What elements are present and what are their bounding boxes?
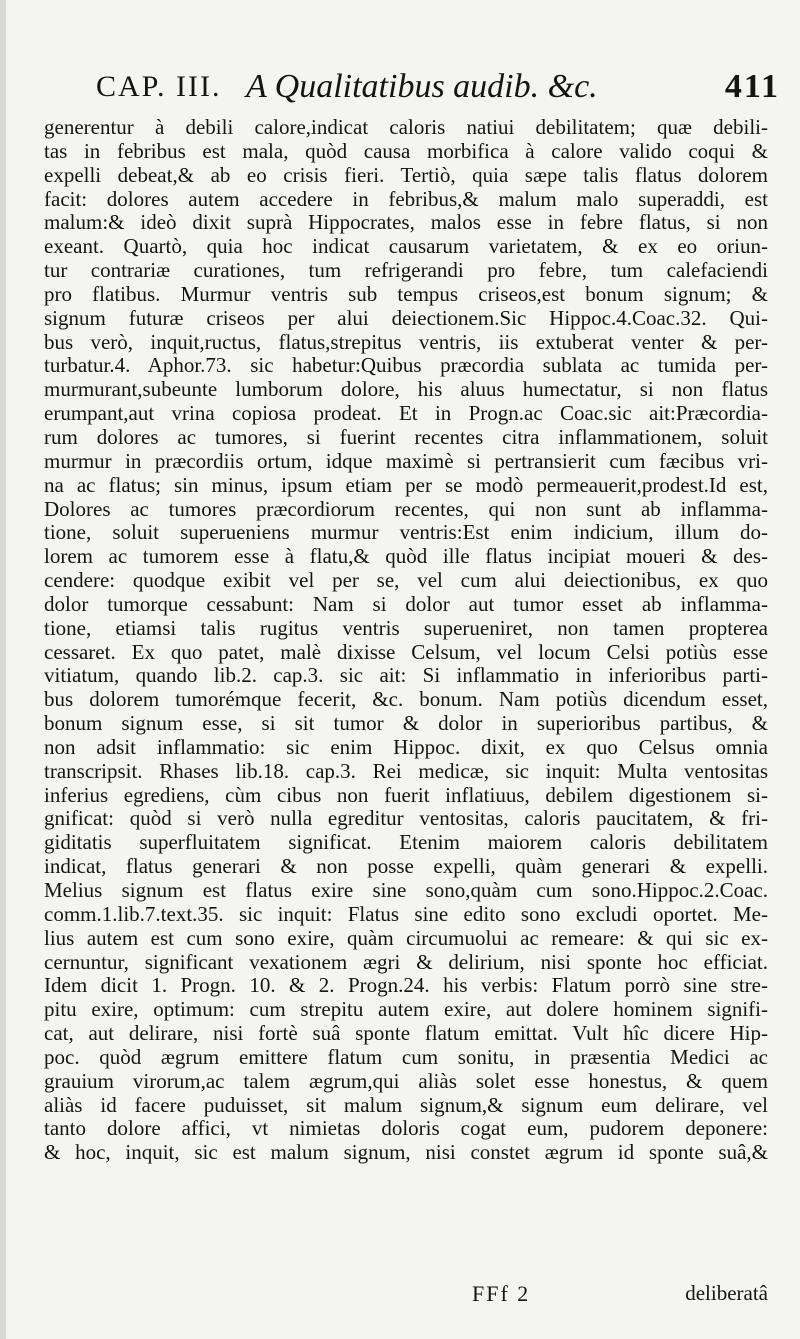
text-line: exeant. Quartò, quia hoc indicat causarum varietatem, & ex eo oriun- [44, 235, 768, 259]
text-line: Melius signum est flatus exire sine sono,quàm cum sono.Hippoc.2.Coac. [44, 879, 768, 902]
text-line: pro flatibus. Murmur ventris sub tempus criseos,est bonum signum; & [44, 282, 768, 306]
text-line: & hoc, inquit, sic est malum signum, nisi constet ægrum id sponte suâ,& [44, 1141, 768, 1165]
text-line: tur contrariæ curationes, tum refrigerandi pro febre, tum calefaciendi [44, 259, 768, 283]
text-line: tione, soluit superueniens murmur ventris:Est enim indicium, illum do- [44, 521, 768, 545]
text-line: bus dolorem tumorémque fecerit, &c. bonum. Nam potiùs dicendum esset, [44, 688, 768, 712]
text-line: lorem ac tumorem esse à flatu,& quòd ille flatus incipiat moueri & des- [44, 545, 768, 569]
text-line: generentur à debili calore,indicat caloris natiui debilitatem; quæ debili- [44, 116, 768, 139]
catchword: deliberatâ [685, 1281, 768, 1305]
text-line: bonum signum esse, si sit tumor & dolor in superioribus partibus, & [44, 712, 768, 736]
text-line: gnificat: quòd si verò nulla egreditur ventositas, caloris paucitatem, & fri- [44, 807, 768, 831]
text-line: Idem dicit 1. Progn. 10. & 2. Progn.24. his verbis: Flatum porrò sine stre- [44, 974, 768, 998]
text-line: giditatis superfluitatem significat. Etenim maiorem caloris debilitatem [44, 831, 768, 855]
text-line: expelli debeat,& ab eo crisis fieri. Tertiò, quia sæpe talis flatus dolorem [44, 163, 768, 187]
text-line: Dolores ac tumores præcordiorum recentes, qui non sunt ab inflamma- [44, 497, 768, 521]
chapter-heading: CAP. III. [96, 70, 222, 103]
text-line: transcripsit. Rhases lib.18. cap.3. Rei medicæ, sic inquit: Multa ventositas [44, 759, 768, 783]
text-line: pitu exire, optimum: cum strepitu autem exire, aut dolere hominem signifi- [44, 998, 768, 1022]
text-line: facit: dolores autem accedere in febribus,& malum malo superaddi, est [44, 187, 768, 211]
text-line: cendere: quodque exibit vel per se, vel cum alui deiectionibus, ex quo [44, 569, 768, 593]
text-line: comm.1.lib.7.text.35. sic inquit: Flatus sine edito sono excludi oportet. Me- [44, 902, 768, 926]
text-line: tanto dolore affici, vt nimietas doloris cogat eum, pudorem deponere: [44, 1117, 768, 1141]
body-text [44, 116, 768, 1213]
text-line: murmur in præcordiis ortum, idque maximè si pertransierit cum fæcibus vri- [44, 449, 768, 473]
text-line: rum dolores ac tumores, si fuerint recentes citra inflammationem, soluit [44, 425, 768, 449]
text-line: dolor tumorque cessabunt: Nam si dolor aut tumor esset ab inflamma- [44, 592, 768, 616]
text-line [44, 1165, 768, 1189]
text-line: cessaret. Ex quo patet, malè dixisse Celsum, vel locum Celsi potiùs esse [44, 640, 768, 664]
text-line: na ac flatus; sin minus, ipsum etiam per se modò permeauerit,prodest.Id est, [44, 473, 768, 497]
text-line: tione, etiamsi talis rugitus ventris superueniret, non tamen propterea [44, 616, 768, 640]
text-line: cat, aut delirare, nisi fortè suâ sponte flatum emittat. Vult hîc dicere Hip- [44, 1022, 768, 1046]
text-line: indicat, flatus generari & non posse expelli, quàm generari & expelli. [44, 855, 768, 879]
text-line: lius autem est cum sono exire, quàm circumuolui ac remeare: & qui sic ex- [44, 926, 768, 950]
text-line: erumpant,aut vrina copiosa prodeat. Et in Progn.ac Coac.sic ait:Præcordia- [44, 402, 768, 426]
text-line: vitiatum, quando lib.2. cap.3. sic ait: Si inflammatio in inferioribus parti- [44, 664, 768, 688]
page-number: 411 [724, 68, 780, 105]
page-footer [44, 1281, 768, 1311]
text-line: aliàs id facere puduisset, sit malum signum,& signum eum delirare, vel [44, 1093, 768, 1117]
text-line: poc. quòd ægrum emittere flatum cum sonitu, in præsentia Medici ac [44, 1045, 768, 1069]
text-line: inferius egrediens, cùm cibus non fuerit inflatiuus, debilem digestionem si- [44, 783, 768, 807]
text-line: murmurant,subeunte lumborum dolore, his aluus humectatur, si non flatus [44, 378, 768, 402]
text-line: bus verò, inquit,ructus, flatus,strepitus ventris, iis extuberat venter & per- [44, 330, 768, 354]
text-line: non adsit inflammatio: sic enim Hippoc. dixit, ex quo Celsus omnia [44, 735, 768, 759]
text-line [44, 1189, 768, 1213]
text-line: grauium virorum,ac talem ægrum,qui aliàs solet esse honestus, & quem [44, 1069, 768, 1093]
text-line: cernuntur, significant vexationem ægri & delirium, nisi sponte hoc efficiat. [44, 950, 768, 974]
signature-mark: FFf 2 [472, 1281, 531, 1306]
text-line: signum futuræ criseos per alui deiectionem.Sic Hippoc.4.Coac.32. Qui- [44, 306, 768, 330]
text-line: tas in febribus est mala, quòd causa morbifica à calore valido coqui & [44, 139, 768, 163]
running-title: A Qualitatibus audib. &c. [246, 68, 598, 105]
page-header [96, 62, 786, 114]
text-line: turbatur.4. Aphor.73. sic habetur:Quibus præcordia sublata ac tumida per- [44, 354, 768, 378]
text-line: malum:& ideò dixit suprà Hippocrates, malos esse in febre flatus, si non [44, 211, 768, 235]
